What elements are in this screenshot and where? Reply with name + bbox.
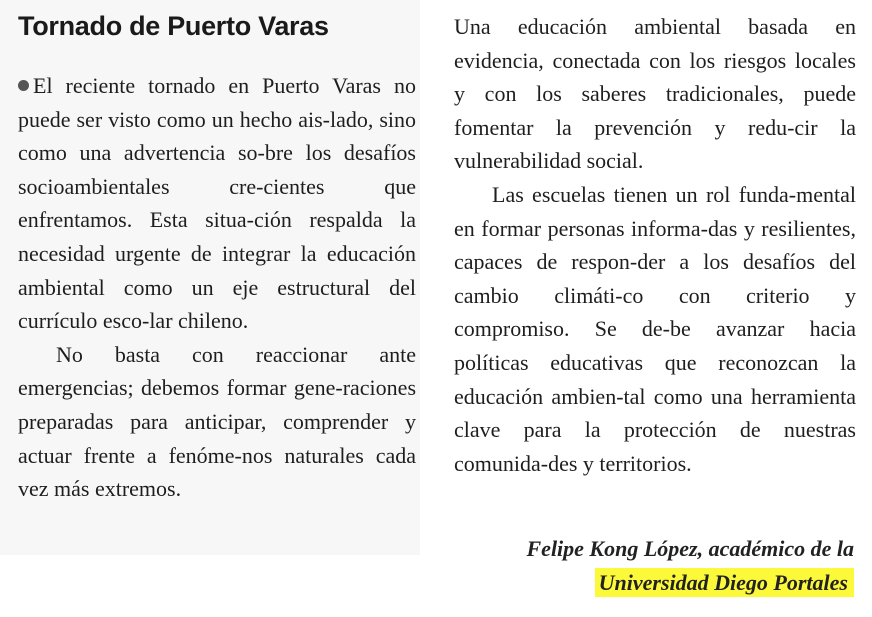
author-signature	[527, 532, 855, 600]
signature-author: Felipe Kong López, académico de la	[526, 536, 854, 561]
signature-institution: Universidad Diego Portales	[595, 568, 854, 597]
left-column	[0, 0, 420, 555]
article-headline: Tornado de Puerto Varas	[18, 11, 329, 41]
right-column	[440, 0, 872, 617]
paragraph-1	[18, 69, 416, 338]
paragraph-4: Las escuelas tienen un rol funda-mental en formar personas informa-das y resilientes, capaces de respon-der a los desafíos del cambio climáti-co con criterio y compromiso. Se de-be avanzar hacia políticas educativas que reconozcan la educación ambien-tal como una herramienta clave para la protección de nuestras comunida-des y territorios.	[454, 181, 856, 476]
paragraph-1-text: El reciente tornado en Puerto Varas no puede ser visto como un hecho ais-lado, sino como una advertencia so-bre los desafíos socioambientales cre-cientes que enfrentamos. Esta situa-ción respalda la necesidad urgente de integrar la educación ambiental como un eje estructural del currículo esco-lar chileno.	[18, 73, 416, 334]
paragraph-2: No basta con reaccionar ante emergencias; debemos formar gene-raciones preparadas para anticipar, comprender y actuar frente a fenóme-nos naturales cada vez más extremos.	[18, 341, 416, 502]
bullet-icon	[18, 80, 29, 91]
paragraph-3: Una educación ambiental basada en evidencia, conectada con los riesgos locales y con los saberes tradicionales, puede fomentar la prevención y redu-cir la vulnerabilidad social.	[454, 14, 856, 174]
